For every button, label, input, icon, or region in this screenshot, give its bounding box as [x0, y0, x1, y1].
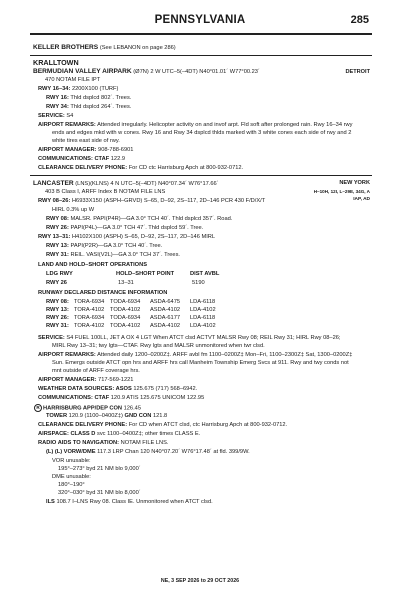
manager-phone: 908-788-6901 [96, 147, 134, 153]
runway-end-details: MALSR. PAPI(P4R)—GA 3.0° TCH 40´. Thld dsplcd 357´. Road. [68, 216, 233, 222]
declared-distance-value: ASDA-6177 [150, 315, 181, 321]
service-label: SERVICE: [38, 335, 65, 341]
dme-unusable-range: 180°–190° [58, 482, 85, 488]
runway-end-line [46, 252, 180, 259]
manager-phone: 717-569-1221 [96, 377, 134, 383]
vor-line [46, 449, 250, 456]
page-number: 285 [350, 14, 369, 26]
manager-label: AIRPORT MANAGER: [38, 147, 97, 153]
tower-details: 120.9 (1100–0400Z‡) [67, 413, 125, 419]
runway-end-details: Thld dsplcd 264´. Trees. [68, 104, 132, 110]
runway-line [38, 234, 215, 241]
declared-distance-value: TORA-6934 [74, 299, 105, 305]
vor-unusable-range: 195°–273° byd 21 NM blo 9,000´ [58, 466, 141, 472]
city-heading: KRALLTOWN [33, 58, 79, 67]
radar-approach-icon: R [34, 404, 42, 412]
remarks-continuation: white tires east side of rwy. [52, 138, 120, 144]
navaids-line [38, 440, 169, 447]
runway-details: H4102X100 (ASPH) S–65, D–92, 2S–117, 2D–146 MIRL [70, 234, 216, 240]
clearance-line [38, 165, 243, 172]
runway-label: RWY 16–34: [38, 86, 71, 92]
airspace-details: svc 1100–0400Z‡; other times CLASS E. [95, 431, 201, 437]
runway-details: H6933X150 (ASPH–GRVD) S–65, D–92, 2S–117, 2D–146 PCR 430 F/D/X/T [70, 198, 266, 204]
clearance-label: CLEARANCE DELIVERY PHONE: [38, 165, 128, 171]
declared-distance-value: TORA-6934 [74, 315, 105, 321]
dme-unusable: DME unusable: [52, 474, 91, 480]
chart-name: NEW YORK [339, 180, 370, 186]
lancaster-title-line [33, 180, 219, 188]
remarks-text: Attended daily 1200–0200Z‡. ARFF avbl fm 1100–0200Z‡ Mon–Fri, 1100–2300Z‡ Sat, 1300–0200Z‡ [95, 352, 353, 358]
ground-frequency: 121.8 [151, 413, 168, 419]
runway-end-line [46, 243, 162, 250]
declared-distance-value: TODA-6934 [110, 299, 141, 305]
runway-end-details: PAPI(P4L)—GA 3.0° TCH 47´. Thld dsplcd 59´. Tree. [68, 225, 204, 231]
bermudian-title-line [33, 68, 260, 76]
declared-distance-value: TORA-4102 [74, 307, 105, 313]
declared-distance-value: LDA-6118 [190, 299, 216, 305]
clearance-details: For CD ctc Harrisburg Apch at 800-932-0712. [127, 165, 244, 171]
service-line [38, 335, 341, 342]
keller-note: (See LEBANON on page 286) [99, 45, 176, 51]
runway-end-details: Thld dsplcd 802´. Trees. [68, 95, 132, 101]
weather-line [38, 386, 197, 393]
declared-distance-runway: RWY 08: [46, 299, 69, 305]
keller-entry [33, 44, 176, 52]
header-rule [30, 33, 372, 35]
elevation-line: 403 B Class I, ARFF Index B NOTAM FILE LNS [45, 189, 166, 195]
approach-frequency: 126.45 [122, 405, 141, 412]
runway-end-details: REIL. VASI(V2L)—GA 3.0° TCH 37´. Trees. [68, 252, 180, 258]
runway-end-line [46, 104, 131, 111]
state-header: PENNSYLVANIA [154, 14, 246, 26]
declared-distance-runway: RWY 31: [46, 323, 69, 329]
declared-distance-value: ASDA-6475 [150, 299, 181, 305]
remarks-line [38, 122, 352, 129]
ils-details: 108.7 I–LNS Rwy 08. Class IE. Unmonitored when ATCT clsd. [54, 499, 213, 505]
airport-id-coords: (Ø7N) 2 W UTC–5(–4DT) N40°01.01´ W77°00.23´ [133, 69, 260, 75]
declared-distance-value: TODA-4102 [110, 307, 141, 313]
approach-line [34, 404, 141, 413]
remarks-continuation: mnt outside of ARFF coverage hrs. [52, 368, 140, 374]
lahso-cell: 13–31 [118, 280, 134, 286]
runway-end-details: PAPI(P2R)—GA 3.0° TCH 40´. Tree. [68, 243, 163, 249]
lahso-cell: 5190 [192, 280, 205, 286]
runway-end-label: RWY 34: [46, 104, 69, 110]
manager-line [38, 377, 133, 384]
ground-label: GND CON [124, 413, 152, 419]
service-label: SERVICE: [38, 113, 65, 119]
runway-line [38, 198, 265, 205]
remarks-line [38, 352, 352, 359]
airport-name: LANCASTER [33, 180, 74, 187]
clearance-label: CLEARANCE DELIVERY PHONE: [38, 422, 128, 428]
airport-id-coords: (LNS)(KLNS) 4 N UTC–5(–4DT) N40°07.34´ W76°17.66´ [75, 181, 219, 187]
declared-distance-value: LDA-4102 [190, 323, 216, 329]
remarks-text: Attended irregularly. Helicopter activity on and invof arpt. Fld soft after prolonged rain. Rwy 16–34 rwy [95, 122, 353, 128]
runway-label: RWY 13–31: [38, 234, 71, 240]
weather-label: WEATHER DATA SOURCES: ASOS [38, 386, 132, 392]
communications-line [38, 395, 204, 402]
chart-list: H–10H, 12I, L–29E, 34G, A [313, 189, 370, 194]
runway-end-line [46, 225, 203, 232]
keller-name: KELLER BROTHERS [33, 44, 99, 51]
communications-label: COMMUNICATIONS: CTAF [38, 395, 110, 401]
lahso-header: LDG RWY [46, 271, 73, 277]
clearance-line [38, 422, 287, 429]
ils-line [46, 499, 213, 506]
declared-distance-value: ASDA-4102 [150, 323, 181, 329]
airspace-line [38, 431, 200, 438]
remarks-continuation: Sun. Emergs outside ATCT opn hrs and ARFF hrs call Manheim Township Emerg Svcs at 911. Rwy and twy conds not [52, 360, 349, 366]
declared-distance-value: ASDA-4102 [150, 307, 181, 313]
declared-distance-value: LDA-4102 [190, 307, 216, 313]
runway-details: 2200X100 (TURF) [70, 86, 119, 92]
declared-distance-value: TODA-6934 [110, 315, 141, 321]
runway-lighting: HIRL 0.3% up W [52, 207, 95, 213]
runway-end-label: RWY 31: [46, 252, 69, 258]
elevation-line: 470 NOTAM FILE IPT [45, 77, 101, 83]
clearance-details: For CD when ATCT clsd, ctc Harrisburg Apch at 800-932-0712. [127, 422, 288, 428]
service-continuation: MIRL Rwy 13–31; twy lgts—CTAF. Rwy lgts and MALSR unmonitored when twr clsd. [52, 343, 265, 349]
communications-details: 122.9 [109, 156, 126, 162]
weather-details: 125.675 (717) 568–6942. [131, 386, 198, 392]
divider [30, 175, 372, 176]
navaids-details: NOTAM FILE LNS. [119, 440, 169, 446]
declared-distance-runway: RWY 13: [46, 307, 69, 313]
runway-label: RWY 08–26: [38, 198, 71, 204]
runway-end-label: RWY 26: [46, 225, 69, 231]
ils-label: ILS [46, 499, 55, 505]
declared-distance-title: RUNWAY DECLARED DISTANCE INFORMATION [38, 290, 168, 296]
navaids-label: RADIO AIDS TO NAVIGATION: [38, 440, 119, 446]
airspace-label: AIRSPACE: CLASS D [38, 431, 96, 437]
declared-distance-value: LDA-6118 [190, 315, 216, 321]
runway-end-label: RWY 08: [46, 216, 69, 222]
service-details: S4 [64, 113, 74, 119]
runway-end-label: RWY 13: [46, 243, 69, 249]
communications-details: 120.9 ATIS 125.675 UNICOM 122.95 [109, 395, 205, 401]
lahso-cell: RWY 26 [46, 280, 67, 286]
declared-distance-value: TORA-4102 [74, 323, 105, 329]
runway-end-line [46, 95, 131, 102]
dme-unusable-range: 320°–030° byd 31 NM blo 8,000´ [58, 490, 141, 496]
manager-line [38, 147, 133, 154]
approach-label: HARRISBURG APP/DEP CON [43, 405, 123, 412]
effective-dates-footer: NE, 3 SEP 2026 to 29 OCT 2026 [160, 578, 240, 584]
communications-line [38, 156, 125, 163]
chart-list: IAP, AD [353, 197, 370, 202]
lahso-title: LAND AND HOLD–SHORT OPERATIONS [38, 262, 148, 268]
tower-line [46, 413, 167, 420]
runway-end-label: RWY 16: [46, 95, 69, 101]
tower-label: TOWER [46, 413, 68, 419]
service-details: S4 FUEL 100LL, JET A OX 4 LGT When ATCT clsd ACTVT MALSR Rwy 08; REIL Rwy 31; HIRL Rwy 08–26; [64, 335, 341, 341]
lahso-header: HOLD–SHORT POINT [116, 271, 175, 277]
vor-unusable: VOR unusable: [52, 458, 91, 464]
vor-label: (L) (L) VORW/DME [46, 449, 96, 455]
chart-name: DETROIT [345, 69, 370, 75]
runway-end-line [46, 216, 232, 223]
remarks-label: AIRPORT REMARKS: [38, 352, 96, 358]
runway-line [38, 86, 118, 93]
service-line [38, 113, 73, 120]
remarks-continuation: ends and edges mkd with w cones. Rwy 16 and Rwy 34 dsplcd thlds marked with 3 white cones each side of rwy and 2 [52, 130, 352, 136]
remarks-label: AIRPORT REMARKS: [38, 122, 96, 128]
declared-distance-runway: RWY 26: [46, 315, 69, 321]
manager-label: AIRPORT MANAGER: [38, 377, 97, 383]
communications-label: COMMUNICATIONS: CTAF [38, 156, 110, 162]
divider [30, 55, 372, 56]
declared-distance-value: TODA-4102 [110, 323, 141, 329]
lahso-header: DIST AVBL [190, 271, 220, 277]
airport-name: BERMUDIAN VALLEY AIRPARK [33, 68, 132, 75]
vor-details: 117.3 LRP Chan 120 N40°07.20´ W76°17.48´ at fld. 399/9W. [95, 449, 250, 455]
